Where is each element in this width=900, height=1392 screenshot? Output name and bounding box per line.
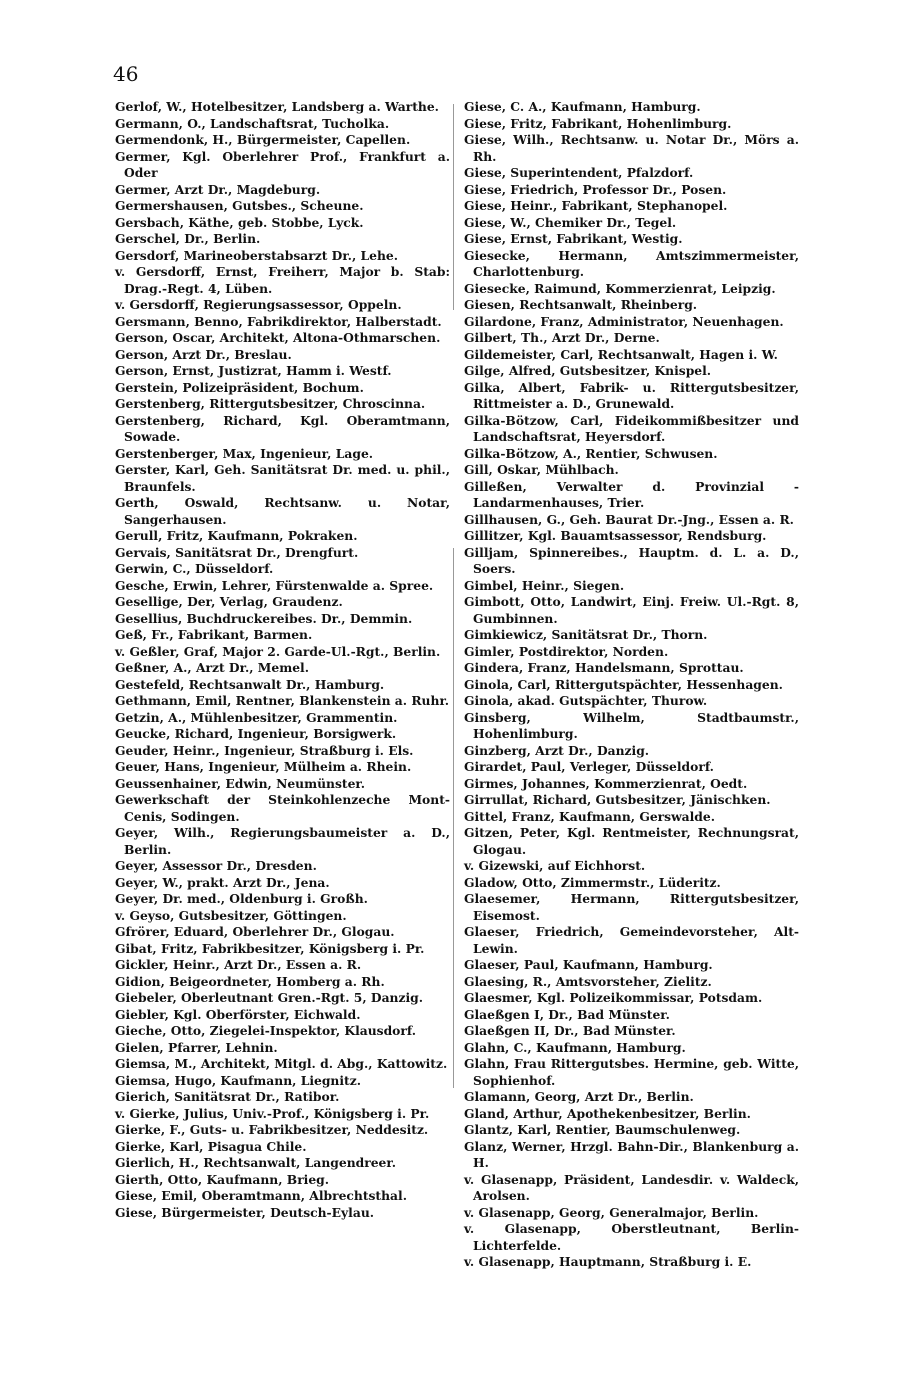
page-number: 46 [113,62,139,86]
directory-entry: Gimbott, Otto, Landwirt, Einj. Freiw. Ul.-Rgt. 8, Gumbinnen. [464,594,799,626]
directory-entry: Gerson, Oscar, Architekt, Altona-Othmarschen. [115,330,441,345]
directory-entry: Giemsa, Hugo, Kaufmann, Liegnitz. [115,1072,361,1088]
directory-entry: Geuder, Heinr., Ingenieur, Straßburg i. Els. [115,742,414,758]
directory-entry: Girmes, Johannes, Kommerzienrat, Oedt. [464,775,748,791]
directory-entry: Giese, Wilh., Rechtsanw. u. Notar Dr., Mörs a. Rh. [464,132,799,164]
directory-entry: Geyer, Dr. med., Oldenburg i. Großh. [115,891,368,906]
directory-entry: Gesellige, Der, Verlag, Graudenz. [115,594,343,609]
directory-entry: Girardet, Paul, Verleger, Düsseldorf. [464,759,714,774]
directory-entry: Giebeler, Oberleutnant Gren.-Rgt. 5, Danzig. [115,990,424,1005]
directory-entry: Gerster, Karl, Geh. Sanitätsrat Dr. med. u. phil., Braunfels. [115,462,450,494]
directory-entry: v. Glasenapp, Hauptmann, Straßburg i. E. [464,1254,752,1269]
directory-entry: Giebler, Kgl. Oberförster, Eichwald. [115,1006,361,1022]
directory-entry: Gindera, Franz, Handelsmann, Sprottau. [464,660,744,675]
directory-entry: Gildemeister, Carl, Rechtsanwalt, Hagen i. W. [464,346,778,362]
directory-entry: Ginola, Carl, Rittergutspächter, Hessenhagen. [464,676,783,692]
directory-entry: Gerstenberger, Max, Ingenieur, Lage. [115,445,374,461]
directory-entry: Germer, Kgl. Oberlehrer Prof., Frankfurt a. Oder [115,148,450,180]
directory-entry: Gerlof, W., Hotelbesitzer, Landsberg a. Warthe. [115,99,439,114]
directory-entry: Girrullat, Richard, Gutsbesitzer, Jänischken. [464,792,771,807]
directory-entry: Gierlich, H., Rechtsanwalt, Langendreer. [115,1155,396,1170]
directory-entry: Gimkiewicz, Sanitätsrat Dr., Thorn. [464,627,708,642]
directory-entry: Gidion, Beigeordneter, Homberg a. Rh. [115,973,385,989]
directory-entry: v. Glasenapp, Oberstleutnant, Berlin-Lichterfelde. [464,1221,799,1253]
directory-entry: Glaeser, Paul, Kaufmann, Hamburg. [464,957,713,972]
directory-entry: Giese, Bürgermeister, Deutsch-Eylau. [115,1204,375,1220]
directory-entry: Gerstenberg, Rittergutsbesitzer, Chroscinna. [115,396,426,411]
directory-entry: Giese, Emil, Oberamtmann, Albrechtsthal. [115,1188,407,1203]
column-divider-top [453,104,454,310]
directory-entry: Geyer, Assessor Dr., Dresden. [115,858,317,873]
directory-entry: Glahn, Frau Rittergutsbes. Hermine, geb. Witte, Sophienhof. [464,1056,799,1088]
directory-entry: Gewerkschaft der Steinkohlenzeche Mont-Cenis, Sodingen. [115,792,450,824]
directory-entry: Gilljam, Spinnereibes., Hauptm. d. L. a. D., Soers. [464,544,799,576]
directory-entry: Giese, Superintendent, Pfalzdorf. [464,165,694,180]
directory-entry: Gestefeld, Rechtsanwalt Dr., Hamburg. [115,676,385,692]
directory-entry: Gerstenberg, Richard, Kgl. Oberamtmann, Sowade. [115,412,450,444]
directory-entry: Gerth, Oswald, Rechtsanw. u. Notar, Sangerhausen. [115,495,450,527]
directory-entry: Glahn, C., Kaufmann, Hamburg. [464,1039,686,1055]
directory-entry: Gillitzer, Kgl. Bauamtsassessor, Rendsburg. [464,528,767,543]
directory-entry: Gland, Arthur, Apothekenbesitzer, Berlin. [464,1105,751,1121]
directory-entry: Giesen, Rechtsanwalt, Rheinberg. [464,297,698,312]
directory-entry: Giese, Heinr., Fabrikant, Stephanopel. [464,198,728,213]
directory-entry: Ginzberg, Arzt Dr., Danzig. [464,742,650,758]
directory-entry: Gierich, Sanitätsrat Dr., Ratibor. [115,1089,340,1104]
directory-entry: Geyer, Wilh., Regierungsbaumeister a. D., Berlin. [115,825,450,857]
directory-entry: Giese, Fritz, Fabrikant, Hohenlimburg. [464,115,732,131]
directory-entry: Gilge, Alfred, Gutsbesitzer, Knispel. [464,363,712,378]
directory-entry: Geucke, Richard, Ingenieur, Borsigwerk. [115,726,397,741]
directory-entry: Glaeßgen II, Dr., Bad Münster. [464,1023,676,1038]
directory-entry: v. Glasenapp, Präsident, Landesdir. v. Waldeck, Arolsen. [464,1171,799,1203]
directory-entry: Gerschel, Dr., Berlin. [115,231,261,246]
directory-entry: Glamann, Georg, Arzt Dr., Berlin. [464,1089,694,1104]
directory-entry: Giemsa, M., Architekt, Mitgl. d. Abg., Kattowitz. [115,1056,448,1071]
directory-entry: Gerwin, C., Düsseldorf. [115,561,274,576]
directory-entry: Gervais, Sanitätsrat Dr., Drengfurt. [115,544,359,560]
directory-entry: Geßner, A., Arzt Dr., Memel. [115,660,310,675]
directory-entry: Gill, Oskar, Mühlbach. [464,462,619,477]
directory-entry: Gerull, Fritz, Kaufmann, Pokraken. [115,528,358,543]
directory-entry: Gersdorf, Marineoberstabsarzt Dr., Lehe. [115,247,399,263]
directory-entry: Gerson, Ernst, Justizrat, Hamm i. Westf. [115,363,392,378]
directory-entry: Germendonk, H., Bürgermeister, Capellen. [115,132,411,147]
directory-entry: v. Gizewski, auf Eichhorst. [464,858,646,873]
directory-entry: Gitzen, Peter, Kgl. Rentmeister, Rechnungsrat, Glogau. [464,825,799,857]
directory-entry: Gilleßen, Verwalter d. Provinzial - Landarmenhauses, Trier. [464,478,799,510]
directory-entry: Gierke, Karl, Pisagua Chile. [115,1138,307,1154]
directory-entry: v. Geyso, Gutsbesitzer, Göttingen. [115,907,347,923]
directory-entry: Geuer, Hans, Ingenieur, Mülheim a. Rhein. [115,759,412,774]
directory-entry: Ginsberg, Wilhelm, Stadtbaumstr., Hohenlimburg. [464,709,799,741]
directory-entry: Getzin, A., Mühlenbesitzer, Grammentin. [115,709,398,725]
directory-entry: Giesecke, Raimund, Kommerzienrat, Leipzig. [464,280,776,296]
directory-entry: Gierke, F., Guts- u. Fabrikbesitzer, Neddesitz. [115,1122,429,1137]
directory-entry: Gibat, Fritz, Fabrikbesitzer, Königsberg i. Pr. [115,940,425,956]
directory-entry: Gilka-Bötzow, Carl, Fideikommißbesitzer und Landschaftsrat, Heyersdorf. [464,412,799,444]
directory-entry: Geyer, W., prakt. Arzt Dr., Jena. [115,874,330,890]
directory-entry: Gilka, Albert, Fabrik- u. Rittergutsbesitzer, Rittmeister a. D., Grunewald. [464,379,799,411]
directory-entry: Geussenhainer, Edwin, Neumünster. [115,775,366,791]
directory-entry: Glanz, Werner, Hrzgl. Bahn-Dir., Blankenburg a. H. [464,1138,799,1170]
directory-entry: Ginola, akad. Gutspächter, Thurow. [464,693,708,708]
directory-entry: Glaesing, R., Amtsvorsteher, Zielitz. [464,973,712,989]
directory-entry: Giese, W., Chemiker Dr., Tegel. [464,214,677,230]
directory-entry: Gilka-Bötzow, A., Rentier, Schwusen. [464,445,718,461]
directory-entry: Germer, Arzt Dr., Magdeburg. [115,181,321,197]
directory-entry: Gersmann, Benno, Fabrikdirektor, Halberstadt. [115,313,442,329]
directory-entry: v. Gierke, Julius, Univ.-Prof., Königsberg i. Pr. [115,1105,430,1121]
directory-entry: Giese, Friedrich, Professor Dr., Posen. [464,181,727,197]
directory-entry: Glaeßgen I, Dr., Bad Münster. [464,1006,670,1022]
directory-entry: Gesche, Erwin, Lehrer, Fürstenwalde a. Spree. [115,577,434,593]
directory-entry: Geß, Fr., Fabrikant, Barmen. [115,627,313,642]
directory-entry: v. Gersdorff, Ernst, Freiherr, Major b. Stab: Drag.-Regt. 4, Lüben. [115,264,450,296]
directory-entry: Germann, O., Landschaftsrat, Tucholka. [115,115,390,131]
directory-entry: Gielen, Pfarrer, Lehnin. [115,1039,278,1055]
directory-entry: Gillhausen, G., Geh. Baurat Dr.-Jng., Essen a. R. [464,511,794,527]
directory-entry: Gilbert, Th., Arzt Dr., Derne. [464,330,660,345]
left-column [115,99,450,1221]
directory-entry: Gethmann, Emil, Rentner, Blankenstein a. Ruhr. [115,693,450,708]
directory-entry: Gerstein, Polizeipräsident, Bochum. [115,379,364,395]
directory-entry: Gfrörer, Eduard, Oberlehrer Dr., Glogau. [115,924,395,939]
directory-entry: Gladow, Otto, Zimmermstr., Lüderitz. [464,874,721,890]
directory-entry: Gittel, Franz, Kaufmann, Gerswalde. [464,808,715,824]
directory-entry: Glaesemer, Hermann, Rittergutsbesitzer, Eisemost. [464,891,799,923]
directory-entry: Glantz, Karl, Rentier, Baumschulenweg. [464,1122,741,1137]
directory-entry: Gimler, Postdirektor, Norden. [464,643,669,659]
directory-entry: v. Gersdorff, Regierungsassessor, Oppeln. [115,297,402,312]
directory-entry: Glaesmer, Kgl. Polizeikommissar, Potsdam. [464,990,763,1005]
directory-entry: Germershausen, Gutsbes., Scheune. [115,198,364,213]
directory-entry: v. Geßler, Graf, Major 2. Garde-Ul.-Rgt., Berlin. [115,643,441,659]
directory-entry: Gimbel, Heinr., Siegen. [464,577,625,593]
directory-entry: Giese, Ernst, Fabrikant, Westig. [464,231,683,246]
directory-entry: Gierth, Otto, Kaufmann, Brieg. [115,1171,330,1187]
directory-entry: Gilardone, Franz, Administrator, Neuenhagen. [464,313,784,329]
directory-entry: Gieche, Otto, Ziegelei-Inspektor, Klausdorf. [115,1023,416,1038]
directory-entry: Giese, C. A., Kaufmann, Hamburg. [464,99,701,114]
directory-entry: Gersbach, Käthe, geb. Stobbe, Lyck. [115,214,364,230]
directory-entry: Gickler, Heinr., Arzt Dr., Essen a. R. [115,957,362,972]
right-column [464,99,799,1271]
directory-entry: Glaeser, Friedrich, Gemeindevorsteher, Alt-Lewin. [464,924,799,956]
column-divider-bottom [453,548,454,1088]
directory-entry: Gerson, Arzt Dr., Breslau. [115,346,292,362]
directory-entry: Gesellius, Buchdruckereibes. Dr., Demmin. [115,610,413,626]
directory-entry: v. Glasenapp, Georg, Generalmajor, Berlin. [464,1204,759,1220]
directory-entry: Giesecke, Hermann, Amtszimmermeister, Charlottenburg. [464,247,799,279]
